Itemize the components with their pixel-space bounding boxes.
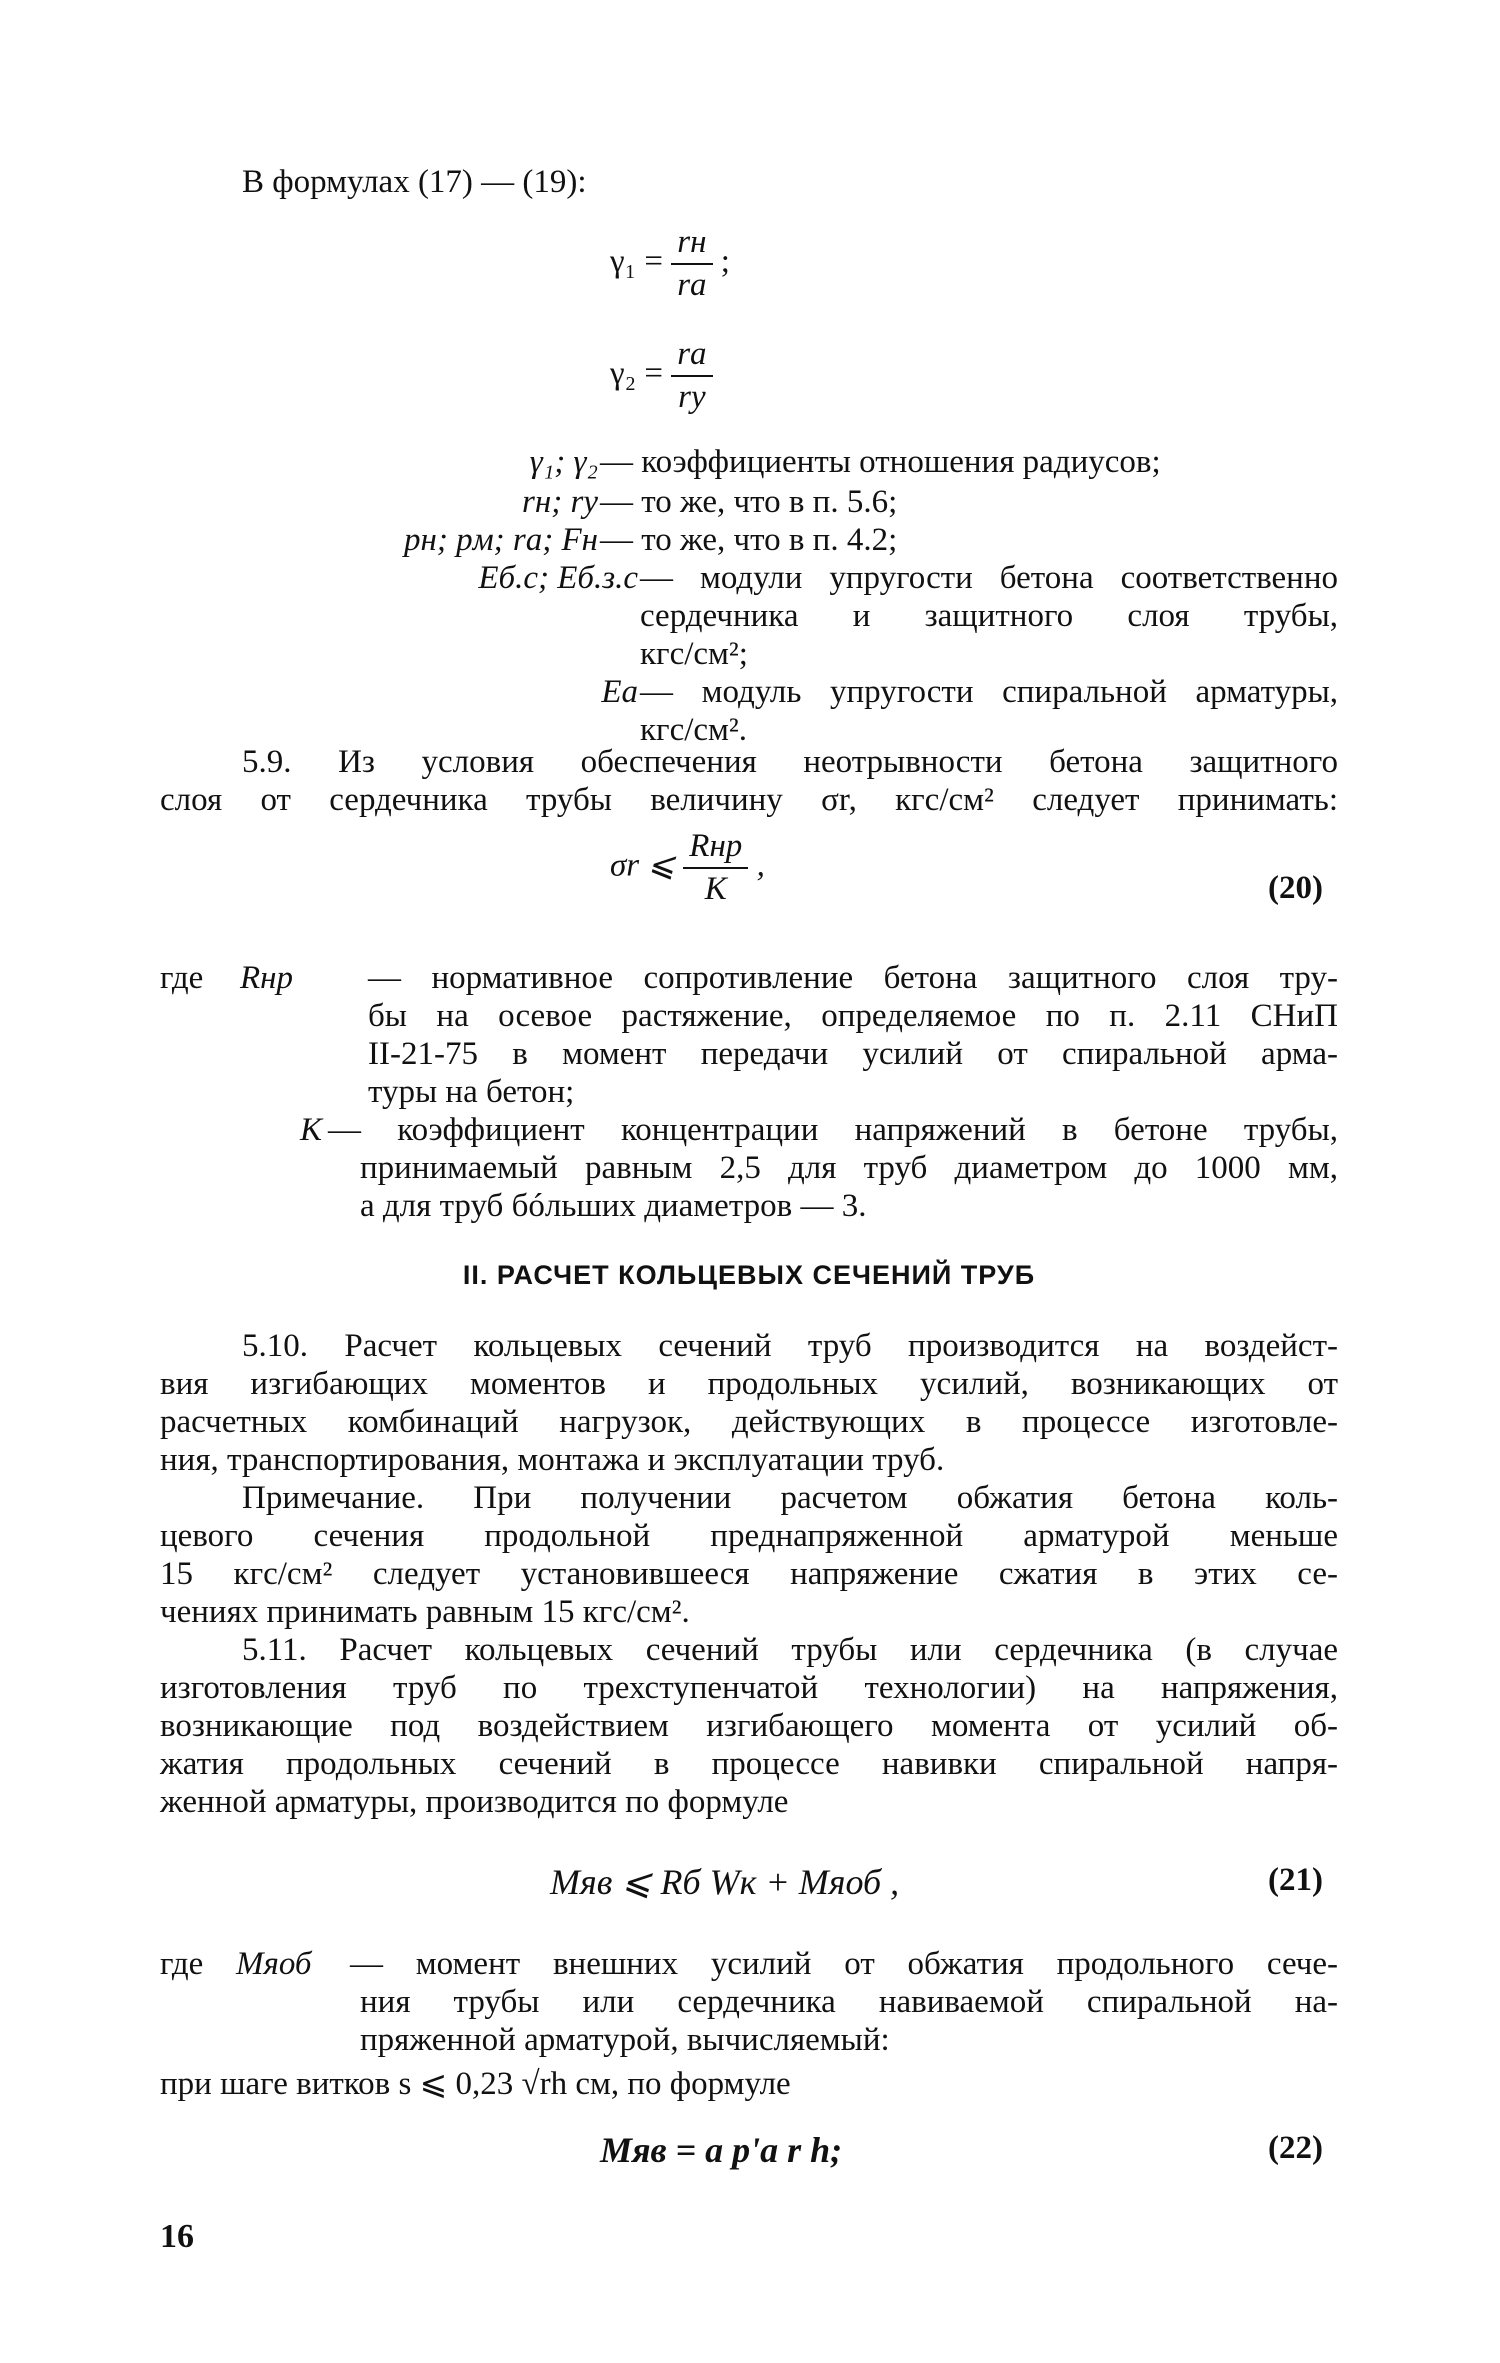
fraction <box>671 224 712 304</box>
fraction <box>671 336 712 416</box>
note-line: Примечание. При получении расчетом обжатия бетона коль- <box>242 1480 1338 1516</box>
where-label: где <box>160 1946 204 1982</box>
def-text-cont: бы на осевое растяжение, определяемое по п. 2.11 СНиП <box>368 998 1338 1034</box>
def-text: — то же, что в п. 5.6; <box>600 484 898 520</box>
def-text: — нормативное сопротивление бетона защитного слоя тру- <box>368 960 1338 996</box>
denominator: K <box>704 870 727 907</box>
def-text: — момент внешних усилий от обжатия продольного сече- <box>350 1946 1338 1982</box>
def-text-cont: пряженной арматурой, вычисляемый: <box>360 2022 890 2058</box>
formula-lhs: γ₁ = <box>610 243 663 280</box>
note-line: 15 кгс/см² следует установившееся напряжение сжатия в этих се- <box>160 1556 1338 1592</box>
def-text: — модули упругости бетона соответственно <box>640 560 1338 596</box>
paragraph-5-11-line: 5.11. Расчет кольцевых сечений трубы или сердечника (в случае <box>242 1632 1338 1668</box>
intro-text: В формулах (17) — (19): <box>242 164 587 200</box>
def-symbol: pн; pм; rа; Fн <box>403 522 598 558</box>
def-text: — коэффициенты отношения радиусов; <box>600 444 1161 480</box>
denominator: rу <box>678 378 706 415</box>
def-symbol: Eб.с; Eб.з.с <box>478 560 638 596</box>
def-symbol: K <box>300 1112 323 1148</box>
def-text-cont: ния трубы или сердечника навиваемой спиральной на- <box>360 1984 1338 2020</box>
numerator: rн <box>671 224 712 265</box>
def-symbol: Eа <box>601 674 638 710</box>
denominator: rа <box>677 266 707 303</box>
paragraph-5-9-line: 5.9. Из условия обеспечения неотрывности бетона защитного <box>242 744 1338 780</box>
formula-lhs: γ₂ = <box>610 355 663 392</box>
def-symbol: rн; rу <box>522 484 598 520</box>
paragraph-5-11-line: изготовления труб по трехступенчатой технологии) на напряжения, <box>160 1670 1338 1706</box>
def-text: — коэффициент концентрации напряжений в бетоне трубы, <box>328 1112 1338 1148</box>
paragraph-5-10-line: ния, транспортирования, монтажа и эксплуатации труб. <box>160 1442 945 1478</box>
step-condition: при шаге витков s ⩽ 0,23 √rh см, по формуле <box>160 2066 791 2102</box>
formula-lhs: σr ⩽ <box>610 847 676 884</box>
formula-number: (20) <box>1268 870 1323 906</box>
section-heading: II. РАСЧЕТ КОЛЬЦЕВЫХ СЕЧЕНИЙ ТРУБ <box>462 1260 1036 1290</box>
paragraph-5-11-line: жатия продольных сечений в процессе навивки спиральной напря- <box>160 1746 1338 1782</box>
note-line: цевого сечения продольной преднапряженной арматурой меньше <box>160 1518 1338 1554</box>
paragraph-5-9-line: слоя от сердечника трубы величину σr, кгс/см² следует принимать: <box>160 782 1338 818</box>
paragraph-5-11-line: женной арматуры, производится по формуле <box>160 1784 789 1820</box>
formula-number: (22) <box>1268 2130 1323 2166</box>
def-text-cont: туры на бетон; <box>368 1074 575 1110</box>
fraction <box>683 828 748 908</box>
paragraph-5-10-line: 5.10. Расчет кольцевых сечений труб производится на воздейст- <box>242 1328 1338 1364</box>
formula-end: ; <box>720 243 730 280</box>
formula-20 <box>610 828 765 908</box>
page-number: 16 <box>160 2218 194 2255</box>
def-text: — то же, что в п. 4.2; <box>600 522 898 558</box>
numerator: Rнр <box>683 828 748 869</box>
def-symbol: γ₁; γ₂ <box>529 444 598 480</box>
def-text-cont: принимаемый равным 2,5 для труб диаметром до 1000 мм, <box>360 1150 1338 1186</box>
def-text-cont: кгс/см². <box>640 712 748 748</box>
def-text-cont: сердечника и защитного слоя трубы, <box>640 598 1338 634</box>
def-text: — модуль упругости спиральной арматуры, <box>640 674 1338 710</box>
formula-number: (21) <box>1268 1862 1323 1898</box>
def-symbol: Rнр <box>240 960 294 996</box>
def-text-cont: а для труб бóльших диаметров — 3. <box>360 1188 867 1224</box>
formula-gamma2 <box>610 336 713 416</box>
formula-22: Mяв = a p'а r h; <box>600 2130 843 2170</box>
paragraph-5-10-line: вия изгибающих моментов и продольных усилий, возникающих от <box>160 1366 1338 1402</box>
formula-end: , <box>756 847 765 884</box>
def-symbol: Mяоб <box>236 1946 312 1982</box>
where-label: где <box>160 960 204 996</box>
formula-21: Mяв ⩽ Rб Wк + Mяоб , <box>550 1862 900 1902</box>
paragraph-5-11-line: возникающие под воздействием изгибающего момента от усилий об- <box>160 1708 1338 1744</box>
paragraph-5-10-line: расчетных комбинаций нагрузок, действующих в процессе изготовле- <box>160 1404 1338 1440</box>
note-line: чениях принимать равным 15 кгс/см². <box>160 1594 690 1630</box>
def-text-cont: II-21-75 в момент передачи усилий от спиральной арма- <box>368 1036 1338 1072</box>
def-text-cont: кгс/см²; <box>640 636 748 672</box>
formula-gamma1 <box>610 224 730 304</box>
numerator: rа <box>671 336 712 377</box>
